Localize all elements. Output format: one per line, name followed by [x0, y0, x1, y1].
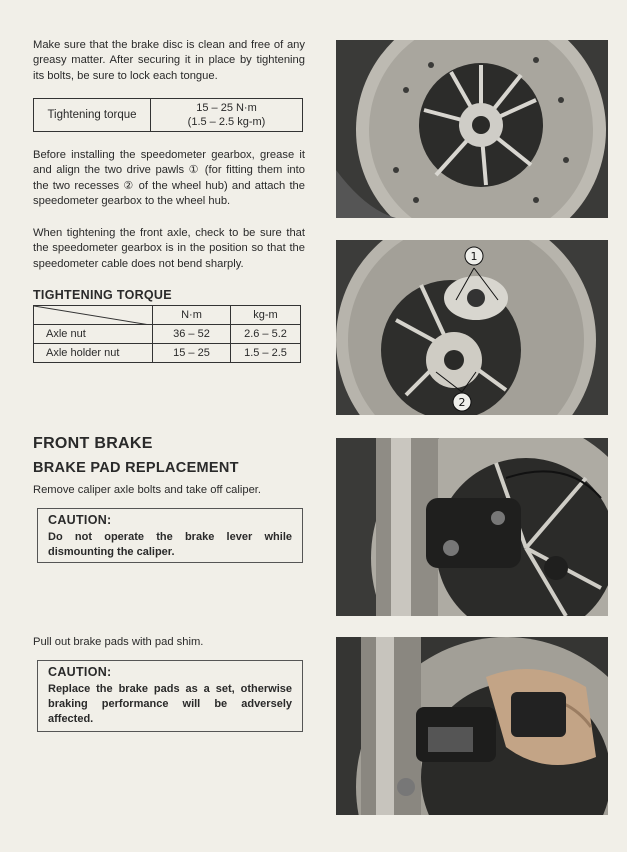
- caution-title: CAUTION:: [48, 665, 112, 679]
- row-kgm: 1.5 – 2.5: [231, 344, 301, 363]
- callout-2: 2: [458, 396, 466, 409]
- section-title: FRONT BRAKE: [33, 435, 153, 452]
- table-corner-cell: [34, 306, 153, 325]
- tightening-torque-heading: TIGHTENING TORQUE: [33, 288, 172, 302]
- caution-box-pads: [37, 660, 303, 732]
- paragraph-pull-pads: Pull out brake pads with pad shim.: [33, 636, 204, 648]
- tightening-torque-box: [33, 98, 303, 132]
- photo-speedometer-gearbox: [336, 240, 608, 415]
- column-header-nm: N·m: [153, 306, 231, 325]
- tightening-torque-table: [33, 305, 301, 363]
- row-item: Axle nut: [34, 325, 153, 344]
- column-header-kgm: kg-m: [231, 306, 301, 325]
- callout-1: 1: [470, 250, 478, 263]
- torque-label: Tightening torque: [34, 99, 151, 132]
- row-nm: 36 – 52: [153, 325, 231, 344]
- torque-value-kgm: (1.5 – 2.5 kg-m): [187, 116, 266, 128]
- subsection-title: BRAKE PAD REPLACEMENT: [33, 460, 239, 476]
- paragraph-front-axle: When tightening the front axle, check to be sure that the speedometer gearbox is in the position so that the speedometer cable does not bend sharply.: [33, 227, 305, 270]
- row-nm: 15 – 25: [153, 344, 231, 363]
- photo-brake-pads-removal: [336, 637, 608, 815]
- photo-brake-disc: [336, 40, 608, 218]
- row-kgm: 2.6 – 5.2: [231, 325, 301, 344]
- table-row: [34, 344, 301, 363]
- paragraph-caliper-removal: Remove caliper axle bolts and take off caliper.: [33, 484, 262, 496]
- caution-body: Replace the brake pads as a set, otherwise braking performance will be adversely affected.: [48, 683, 292, 725]
- paragraph-speedometer-gearbox: Before installing the speedometer gearbox, grease it and align the two drive pawls ① (for fitting them into the two recesses ② of the wheel hub) and attach the speedometer gearbox to the wheel hub.: [33, 149, 305, 208]
- photo-brake-caliper: [336, 438, 608, 616]
- paragraph-disc-cleaning: Make sure that the brake disc is clean and free of any greasy matter. After securing it in place by tightening its bolts, be sure to lock each tongue.: [33, 39, 305, 82]
- row-item: Axle holder nut: [34, 344, 153, 363]
- caution-body: Do not operate the brake lever while dismounting the caliper.: [48, 531, 292, 558]
- table-row: [34, 325, 301, 344]
- torque-value-nm: 15 – 25 N·m: [196, 102, 257, 114]
- caution-title: CAUTION:: [48, 513, 112, 527]
- caution-box-caliper: [37, 508, 303, 563]
